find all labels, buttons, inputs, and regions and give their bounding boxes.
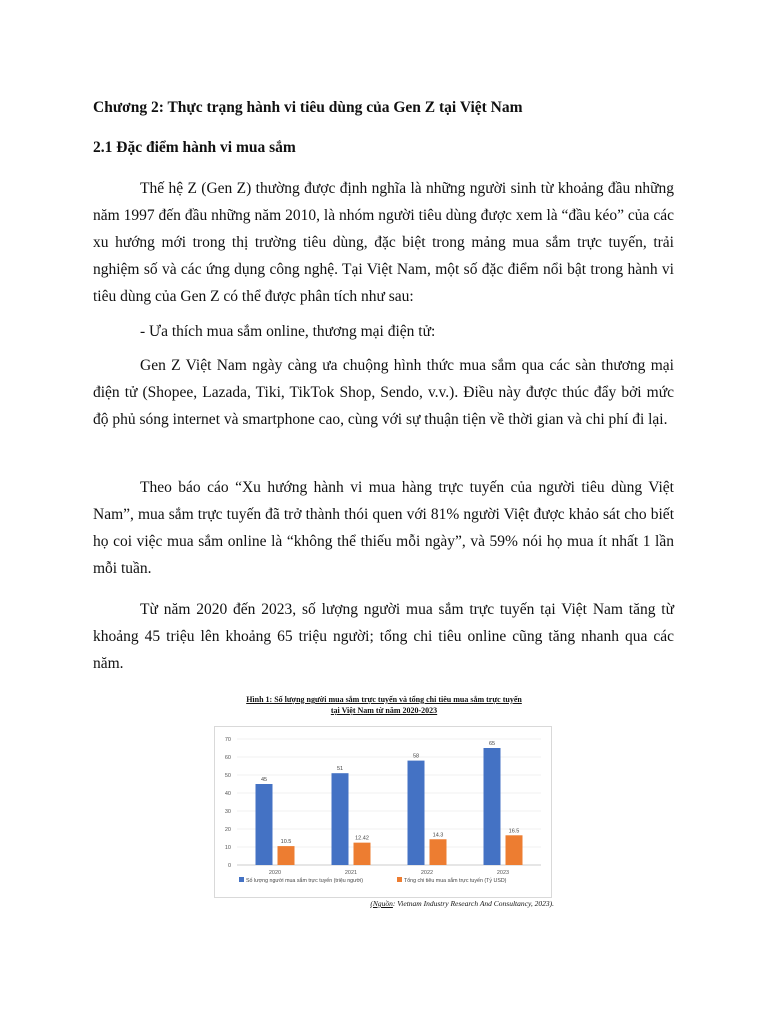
y-tick-label: 70 <box>224 737 231 743</box>
source-text: : Vietnam Industry Research And Consultancy, 2023). <box>392 899 554 908</box>
figure-source <box>370 899 554 908</box>
figure-title-line-2: tại Việt Nam từ năm 2020-2023 <box>330 706 438 715</box>
paragraph-ecommerce: Gen Z Việt Nam ngày càng ưa chuộng hình thức mua sắm qua các sàn thương mại điện tử (Shopee, Lazada, Tiki, TikTok Shop, Sendo, v.v.). Điều này được thúc đẩy bởi mức độ phủ sóng internet và smartphone cao, cùng với sự thuận tiện về thời gian và chi phí đi lại. <box>93 357 674 428</box>
data-label: 14.3 <box>432 832 444 839</box>
paragraph-report: Theo báo cáo “Xu hướng hành vi mua hàng trực tuyến của người tiêu dùng Việt Nam”, mua sắm trực tuyến đã trở thành thói quen với 81% người Việt được khảo sát cho biết họ coi việc mua sắm online là “không thể thiếu mỗi ngày”, và 59% nói họ mua ít nhất 1 lần mỗi tuần. <box>93 479 674 577</box>
y-tick-label: 0 <box>227 863 231 869</box>
bar-chart <box>215 727 551 897</box>
bar-buyers <box>484 748 501 865</box>
bullet-item: - Ưa thích mua sắm online, thương mại điện tử: <box>140 323 436 340</box>
paragraph-growth: Từ năm 2020 đến 2023, số lượng người mua sắm trực tuyến tại Việt Nam tăng từ khoảng 45 triệu lên khoảng 65 triệu người; tổng chi tiêu online cũng tăng nhanh qua các năm. <box>93 601 674 672</box>
data-label: 16.5 <box>508 828 520 835</box>
x-tick-label: 2022 <box>420 870 434 876</box>
legend-label: Tổng chi tiêu mua sắm trực tuyến (Tỷ USD) <box>404 878 507 884</box>
figure <box>214 694 554 916</box>
section-title: 2.1 Đặc điểm hành vi mua sắm <box>93 139 296 156</box>
paragraph-intro: Thế hệ Z (Gen Z) thường được định nghĩa là những người sinh từ khoảng đầu những năm 1997 đến đầu những năm 2010, là nhóm người tiêu dùng được xem là “đầu kéo” của các xu hướng mới trong thị trường tiêu dùng, đặc biệt trong mảng mua sắm trực tuyến, trải nghiệm số và các ứng dụng công nghệ. Tại Việt Nam, một số đặc điểm nổi bật trong hành vi tiêu dùng của Gen Z có thể được phân tích như sau: <box>93 180 674 305</box>
bar-buyers <box>256 784 273 865</box>
figure-title <box>214 694 554 716</box>
data-label: 10.5 <box>280 839 292 846</box>
legend-swatch <box>397 877 402 882</box>
chapter-title: Chương 2: Thực trạng hành vi tiêu dùng của Gen Z tại Việt Nam <box>93 99 523 116</box>
y-tick-label: 60 <box>224 755 231 761</box>
bar-spending <box>430 839 447 865</box>
x-tick-label: 2023 <box>496 870 510 876</box>
bar-spending <box>278 846 295 865</box>
legend-label: Số lượng người mua sắm trực tuyến (triệu người) <box>246 878 364 884</box>
bar-spending <box>354 843 371 865</box>
data-label: 51 <box>336 766 344 773</box>
y-tick-label: 20 <box>224 827 231 833</box>
source-prefix: (Nguồn <box>370 899 393 908</box>
y-tick-label: 10 <box>224 845 231 851</box>
y-tick-label: 40 <box>224 791 231 797</box>
figure-title-line-1: Hình 1: Số lượng người mua sắm trực tuyến và tổng chi tiêu mua sắm trực tuyến <box>246 695 522 704</box>
chart-container <box>214 726 552 898</box>
data-label: 12.42 <box>355 835 369 842</box>
bar-buyers <box>408 761 425 865</box>
x-tick-label: 2021 <box>344 870 358 876</box>
data-label: 58 <box>412 753 420 760</box>
data-label: 65 <box>488 741 496 747</box>
legend-swatch <box>239 877 244 882</box>
bar-buyers <box>332 773 349 865</box>
data-label: 45 <box>260 777 268 783</box>
y-tick-label: 30 <box>224 809 231 815</box>
x-tick-label: 2020 <box>268 870 282 876</box>
y-tick-label: 50 <box>224 773 231 779</box>
bar-spending <box>506 835 523 865</box>
